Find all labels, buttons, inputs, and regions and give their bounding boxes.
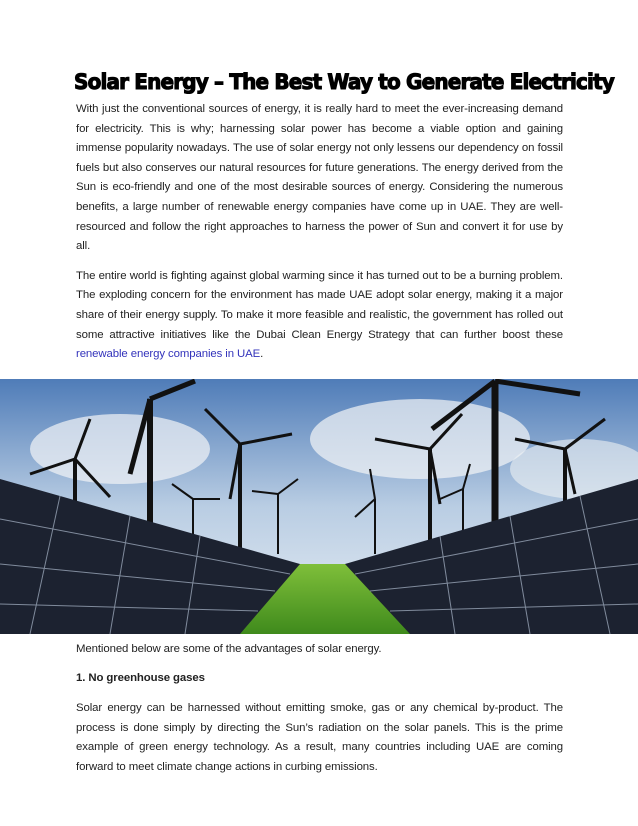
page-title: Solar Energy – The Best Way to Generate Electricity: [74, 70, 614, 95]
solar-panels-wind-turbines-image: [0, 379, 638, 634]
advantages-intro: Mentioned below are some of the advantages of solar energy.: [76, 642, 382, 655]
greenhouse-paragraph: Solar energy can be harnessed without emitting smoke, gas or any chemical by-product. The process is done simply by directing the Sun’s radiation on the solar panels. This is the prime example of green energy technology. As a result, many countries including UAE are coming forward to meet climate change actions in curbing emissions.: [76, 701, 563, 773]
intro-paragraph: With just the conventional sources of energy, it is really hard to meet the ever-increasing demand for electricity. This is why; harnessing solar power has become a viable option and gaining immense popularity nowadays. The use of solar energy not only lessens our dependency on fossil fuels but also conserves our natural resources for future generations. The energy derived from the Sun is eco-friendly and one of the most desirable sources of energy. Considering the numerous benefits, a large number of renewable energy companies have come up in UAE. They are well-resourced and follow the right approaches to harness the power of Sun and convert it for use by all.: [76, 103, 563, 253]
global-warming-paragraph: [76, 267, 563, 365]
renewable-energy-link[interactable]: renewable energy companies in UAE: [76, 348, 261, 361]
section-heading: 1. No greenhouse gases: [76, 672, 205, 685]
paragraph-end: .: [260, 348, 264, 361]
paragraph-text: The entire world is fighting against global warming since it has turned out to be a burning problem. The exploding concern for the environment has made UAE adopt solar energy, making it a major share of their energy supply. To make it more feasible and realistic, the government has rolled out some attractive initiatives like the Dubai Clean Energy Strategy that can further boost these: [76, 269, 563, 341]
